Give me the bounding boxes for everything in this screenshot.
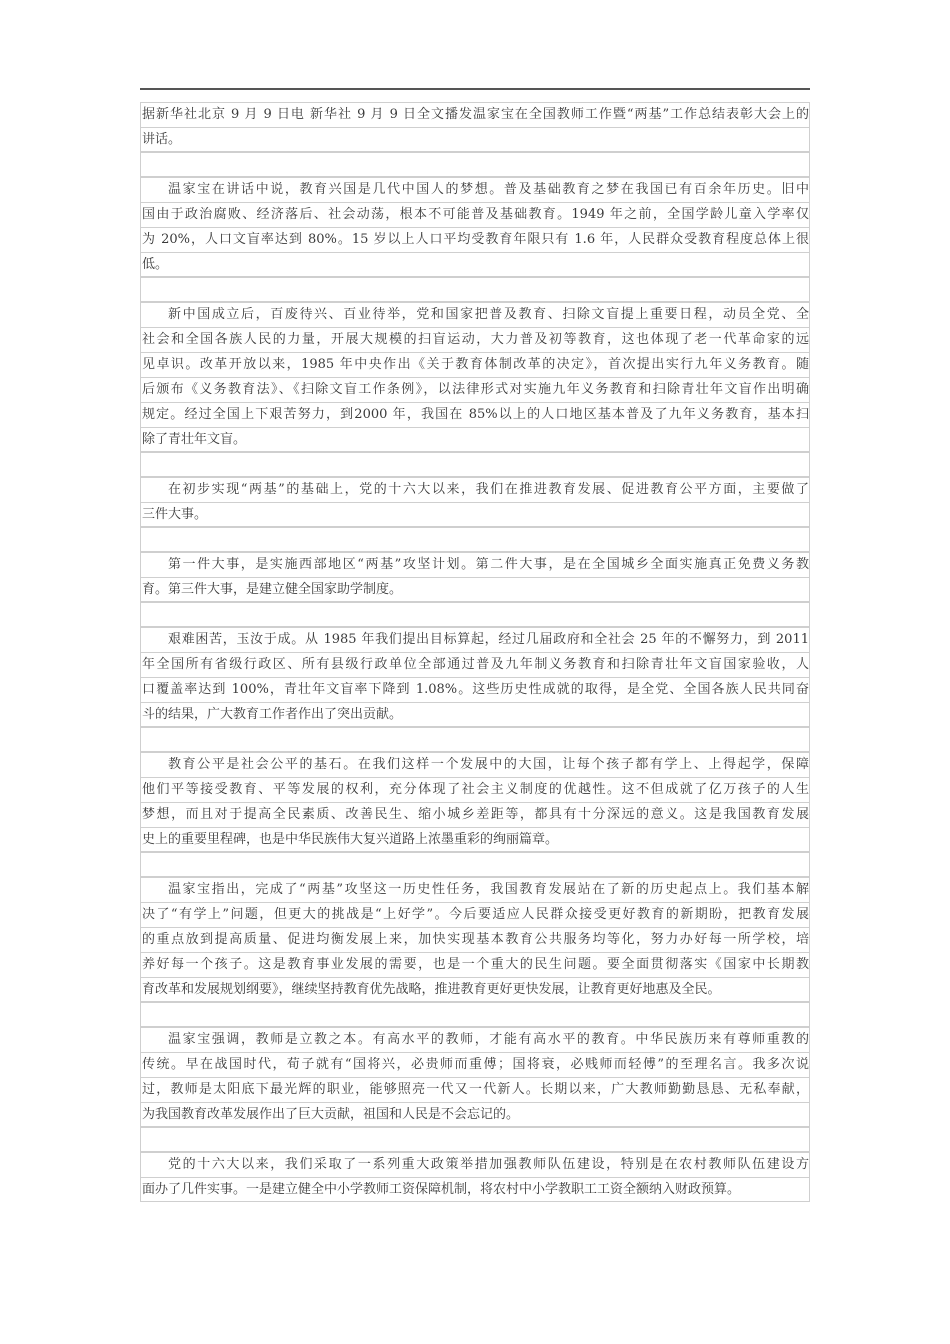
- text-line: 低。: [140, 252, 810, 277]
- paragraph-spacer: [140, 1002, 810, 1027]
- text-line: 艰难困苦，玉汝于成。从 1985 年我们提出目标算起，经过几届政府和全社会 25 年的不懈努力，到 2011: [140, 627, 810, 652]
- text-line: 温家宝在讲话中说，教育兴国是几代中国人的梦想。普及基础教育之梦在我国已有百余年历史。旧中: [140, 177, 810, 202]
- paragraph: [140, 1152, 810, 1202]
- text-line: 的重点放到提高质量、促进均衡发展上来，加快实现基本教育公共服务均等化，努力办好每一所学校，培: [140, 927, 810, 952]
- document-page: [140, 88, 810, 1202]
- paragraph: [140, 752, 810, 852]
- document-body: [140, 102, 810, 1202]
- paragraph: [140, 627, 810, 727]
- text-line: 社会和全国各族人民的力量，开展大规模的扫盲运动，大力普及初等教育，这也体现了老一代革命家的远: [140, 327, 810, 352]
- text-line: 教育公平是社会公平的基石。在我们这样一个发展中的大国，让每个孩子都有学上、上得起学，保障: [140, 752, 810, 777]
- paragraph-spacer: [140, 527, 810, 552]
- text-line: 新中国成立后，百废待兴、百业待举，党和国家把普及教育、扫除文盲提上重要日程，动员全党、全: [140, 302, 810, 327]
- text-line: 在初步实现“两基”的基础上，党的十六大以来，我们在推进教育发展、促进教育公平方面，主要做了: [140, 477, 810, 502]
- paragraph: [140, 477, 810, 527]
- paragraph: [140, 177, 810, 277]
- text-line: 育。第三件大事，是建立健全国家助学制度。: [140, 577, 810, 602]
- text-line: 梦想，而且对于提高全民素质、改善民生、缩小城乡差距等，都具有十分深远的意义。这是我国教育发展: [140, 802, 810, 827]
- paragraph-spacer: [140, 277, 810, 302]
- text-line: 为 20%，人口文盲率达到 80%。15 岁以上人口平均受教育年限只有 1.6 年，人民群众受教育程度总体上很: [140, 227, 810, 252]
- text-line: 第一件大事，是实施西部地区“两基”攻坚计划。第二件大事，是在全国城乡全面实施真正免费义务教: [140, 552, 810, 577]
- text-line: 面办了几件实事。一是建立健全中小学教师工资保障机制，将农村中小学教职工工资全额纳入财政预算。: [140, 1177, 810, 1202]
- text-line: 据新华社北京 9 月 9 日电 新华社 9 月 9 日全文播发温家宝在全国教师工作暨“两基”工作总结表彰大会上的: [140, 102, 810, 127]
- text-line: 他们平等接受教育、平等发展的权利，充分体现了社会主义制度的优越性。这不但成就了亿万孩子的人生: [140, 777, 810, 802]
- paragraph-spacer: [140, 152, 810, 177]
- text-line: 育改革和发展规划纲要》，继续坚持教育优先战略，推进教育更好更快发展，让教育更好地惠及全民。: [140, 977, 810, 1002]
- text-line: 口覆盖率达到 100%，青壮年文盲率下降到 1.08%。这些历史性成就的取得，是全党、全国各族人民共同奋: [140, 677, 810, 702]
- text-line: 国由于政治腐败、经济落后、社会动荡，根本不可能普及基础教育。1949 年之前，全国学龄儿童入学率仅: [140, 202, 810, 227]
- text-line: 规定。经过全国上下艰苦努力，到2000 年，我国在 85%以上的人口地区基本普及了九年义务教育，基本扫: [140, 402, 810, 427]
- text-line: 除了青壮年文盲。: [140, 427, 810, 452]
- paragraph: [140, 552, 810, 602]
- text-line: 后颁布《义务教育法》、《扫除文盲工作条例》，以法律形式对实施九年义务教育和扫除青壮年文盲作出明确: [140, 377, 810, 402]
- paragraph-spacer: [140, 452, 810, 477]
- top-rule: [140, 88, 810, 90]
- text-line: 党的十六大以来，我们采取了一系列重大政策举措加强教师队伍建设，特别是在农村教师队伍建设方: [140, 1152, 810, 1177]
- text-line: 为我国教育改革发展作出了巨大贡献，祖国和人民是不会忘记的。: [140, 1102, 810, 1127]
- paragraph-spacer: [140, 852, 810, 877]
- text-line: 斗的结果，广大教育工作者作出了突出贡献。: [140, 702, 810, 727]
- text-line: 见卓识。改革开放以来，1985 年中央作出《关于教育体制改革的决定》，首次提出实行九年义务教育。随: [140, 352, 810, 377]
- paragraph-spacer: [140, 727, 810, 752]
- text-line: 三件大事。: [140, 502, 810, 527]
- text-line: 养好每一个孩子。这是教育事业发展的需要，也是一个重大的民生问题。要全面贯彻落实《国家中长期教: [140, 952, 810, 977]
- paragraph: [140, 877, 810, 1002]
- text-line: 传统。早在战国时代，荀子就有“国将兴，必贵师而重傅；国将衰，必贱师而轻傅”的至理名言。我多次说: [140, 1052, 810, 1077]
- text-line: 温家宝指出，完成了“两基”攻坚这一历史性任务，我国教育发展站在了新的历史起点上。我们基本解: [140, 877, 810, 902]
- text-line: 讲话。: [140, 127, 810, 152]
- paragraph: [140, 302, 810, 452]
- paragraph-spacer: [140, 602, 810, 627]
- paragraph: [140, 102, 810, 152]
- text-line: 年全国所有省级行政区、所有县级行政单位全部通过普及九年制义务教育和扫除青壮年文盲国家验收，人: [140, 652, 810, 677]
- text-line: 温家宝强调，教师是立教之本。有高水平的教师，才能有高水平的教育。中华民族历来有尊师重教的: [140, 1027, 810, 1052]
- paragraph-spacer: [140, 1127, 810, 1152]
- paragraph: [140, 1027, 810, 1127]
- text-line: 决了“有学上”问题，但更大的挑战是“上好学”。今后要适应人民群众接受更好教育的新期盼，把教育发展: [140, 902, 810, 927]
- text-line: 过，教师是太阳底下最光辉的职业，能够照亮一代又一代新人。长期以来，广大教师勤勤恳恳、无私奉献，: [140, 1077, 810, 1102]
- text-line: 史上的重要里程碑，也是中华民族伟大复兴道路上浓墨重彩的绚丽篇章。: [140, 827, 810, 852]
